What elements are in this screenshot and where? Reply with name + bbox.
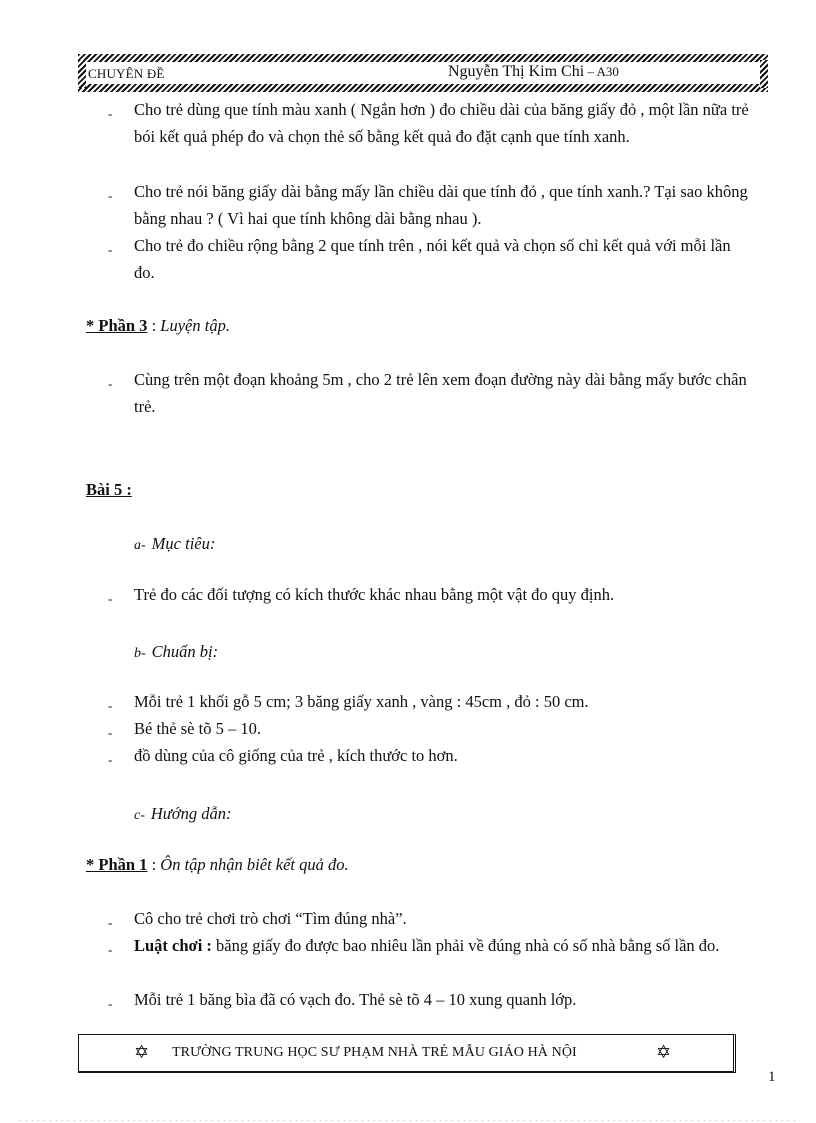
section-heading-phan-3 (86, 312, 230, 339)
bullet-marker: - (108, 188, 113, 203)
list-item: Mỗi trẻ 1 băng bìa đã có vạch đo. Thẻ sè tõ 4 – 10 xung quanh lớp. (134, 990, 577, 1009)
list-item: Cùng trên một đoạn khoảng 5m , cho 2 trẻ lên xem đoạn đường này dài bằng mấy bước chân trẻ. (134, 370, 747, 416)
bullet-marker: - (108, 996, 113, 1011)
list-item: Cho trẻ nói băng giấy dài bằng mấy lần chiều dài que tính đỏ , que tính xanh.? Tại sao không bằng nhau ? ( Vì hai que tính không dài bằng nhau ). (134, 182, 748, 228)
list-item: Bé thẻ sè tõ 5 – 10. (134, 719, 261, 738)
bullet-marker: - (108, 376, 113, 391)
section-heading-phan-1 (86, 851, 349, 878)
list-item: Mỗi trẻ 1 khối gỗ 5 cm; 3 băng giấy xanh , vàng : 45cm , đỏ : 50 cm. (134, 692, 589, 711)
star-icon: ✡ (134, 1042, 150, 1062)
subheading-chuan-bi (134, 638, 218, 667)
bullet-marker: - (108, 725, 113, 740)
heading-label: * Phần 1 (86, 855, 148, 874)
heading-title: Ôn tập nhận biêt kết quả đo. (160, 855, 349, 874)
lesson-heading (86, 476, 132, 503)
subheading-huong-dan (134, 800, 231, 829)
rule-label: Luật chơi : (134, 936, 212, 955)
list-item: Cho trẻ đo chiều rộng bằng 2 que tính trên , nói kết quả và chọn số chỉ kết quả với mỗi lần đo. (134, 236, 731, 282)
rule-text: băng giấy đo được bao nhiêu lần phải về đúng nhà có số nhà bằng số lần đo. (211, 936, 720, 955)
subheading-marker: b- (134, 646, 146, 661)
lesson-title: Bài 5 : (86, 480, 132, 499)
list-item: Cho trẻ dùng que tính màu xanh ( Ngắn hơn ) đo chiều dài của băng giấy đỏ , một lần nữa trẻ bói kết quả phép đo và chọn thẻ số bằng kết quả đo đặt cạnh que tính xanh. (134, 100, 749, 146)
bullet-marker: - (108, 242, 113, 257)
page-number: 1 (768, 1069, 776, 1085)
list-item: Cô cho trẻ chơi trò chơi “Tìm đúng nhà”. (134, 909, 407, 928)
list-item: đồ dùng của cô giống của trẻ , kích thước to hơn. (134, 746, 458, 765)
author-name: Nguyễn Thị Kim Chi (448, 63, 585, 80)
list-item: Trẻ đo các đối tượng có kích thước khác nhau bằng một vật đo quy định. (134, 585, 615, 604)
heading-label: * Phần 3 (86, 316, 148, 335)
subheading-muc-tieu (134, 530, 215, 559)
subheading-marker: a- (134, 538, 146, 553)
heading-separator: : (147, 855, 161, 874)
header-border-left (78, 60, 86, 88)
page-edge-divider (20, 1120, 796, 1121)
heading-title: Luyện tập. (160, 316, 230, 335)
subheading-marker: c- (134, 808, 145, 823)
header-border-right (760, 60, 768, 88)
bullet-marker: - (108, 942, 113, 957)
subheading-title: Chuẩn bị: (151, 642, 219, 661)
subheading-title: Hướng dẫn: (150, 804, 232, 823)
header-topic: CHUYÊN ĐỀ (88, 66, 165, 81)
star-icon: ✡ (656, 1042, 672, 1062)
subheading-title: Mục tiêu: (151, 534, 216, 553)
bullet-marker: - (108, 915, 113, 930)
footer-school-name: TRƯỜNG TRUNG HỌC SƯ PHẠM NHÀ TRẺ MẪU GIÁO HÀ NỘI (172, 1045, 577, 1060)
header-author (448, 63, 619, 81)
bullet-marker: - (108, 752, 113, 767)
bullet-marker: - (108, 591, 113, 606)
bullet-marker: - (108, 698, 113, 713)
bullet-marker: - (108, 106, 113, 121)
list-item (134, 932, 754, 959)
author-code: – A30 (584, 64, 619, 79)
heading-separator: : (147, 316, 161, 335)
header-border-bottom (78, 84, 768, 92)
header-border-top (78, 54, 768, 62)
